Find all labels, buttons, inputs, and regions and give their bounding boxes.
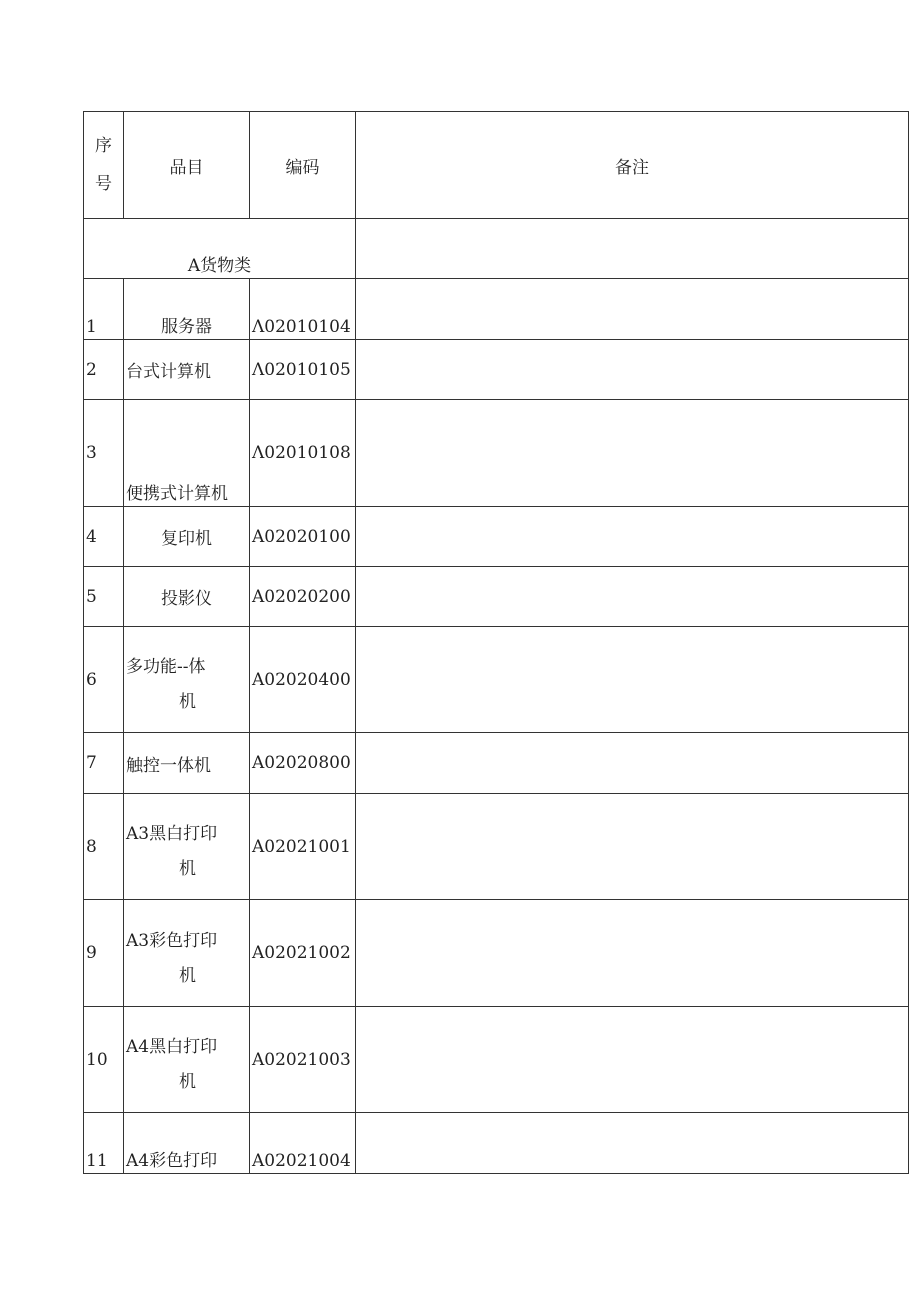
row-no: 11 [84,1113,124,1174]
header-item: 品目 [124,112,250,219]
table-row [84,627,909,733]
row-no: 9 [84,900,124,1007]
row-item [124,1007,250,1113]
row-no: 6 [84,627,124,733]
row-note [356,794,909,900]
row-no: 1 [84,279,124,340]
row-item-line1: A3黑白打印 [126,824,218,844]
row-item: A4彩色打印 [124,1113,250,1174]
row-note [356,627,909,733]
table-row [84,567,909,627]
row-no: 3 [84,400,124,507]
table-row [84,279,909,340]
row-code: A02020200 [250,567,356,627]
row-note [356,279,909,340]
table-row [84,400,909,507]
row-note [356,400,909,507]
row-item: 台式计算机 [124,340,250,400]
row-item-line2: 机 [179,692,196,712]
header-note: 备注 [356,112,909,219]
row-item: 便携式计算机 [124,400,250,507]
row-no: 5 [84,567,124,627]
row-no: 2 [84,340,124,400]
category-row [84,219,909,279]
row-item: 服务器 [124,279,250,340]
row-no: 7 [84,733,124,794]
row-code: A02021001 [250,794,356,900]
row-code: Λ02010105 [250,340,356,400]
table-header-row [84,112,909,219]
row-no: 10 [84,1007,124,1113]
row-item: 触控一体机 [124,733,250,794]
header-no-line1: 序 [95,136,112,156]
row-code: A02020800 [250,733,356,794]
row-code: A02020400 [250,627,356,733]
row-code: Λ02010108 [250,400,356,507]
row-item-line2: 机 [179,1072,196,1092]
row-note [356,567,909,627]
category-note [356,219,909,279]
row-no: 4 [84,507,124,567]
row-note [356,1007,909,1113]
table-row [84,733,909,794]
header-no [84,112,124,219]
row-note [356,900,909,1007]
procurement-catalog-table [83,111,909,1174]
row-item-line2: 机 [179,859,196,879]
row-note [356,733,909,794]
row-code: A02021002 [250,900,356,1007]
header-no-line2: 号 [95,174,112,194]
row-item: 复印机 [124,507,250,567]
row-item-line1: A3彩色打印 [126,930,218,951]
row-code: A02021003 [250,1007,356,1113]
row-note [356,507,909,567]
row-item [124,627,250,733]
row-item-line1: A4黑白打印 [126,1037,218,1057]
table-row [84,1113,909,1174]
category-label: A货物类 [84,219,356,279]
table-row [84,1007,909,1113]
row-note [356,1113,909,1174]
row-item [124,794,250,900]
table-row [84,340,909,400]
row-code: A02021004 [250,1113,356,1174]
row-code: Λ02010104 [250,279,356,340]
row-item [124,900,250,1007]
row-item: 投影仪 [124,567,250,627]
table-row [84,794,909,900]
header-code: 编码 [250,112,356,219]
table-row [84,900,909,1007]
table-row [84,507,909,567]
row-item-line1: 多功能--体 [126,657,206,677]
row-code: A02020100 [250,507,356,567]
row-item-line2: 机 [179,965,196,986]
row-note [356,340,909,400]
row-no: 8 [84,794,124,900]
